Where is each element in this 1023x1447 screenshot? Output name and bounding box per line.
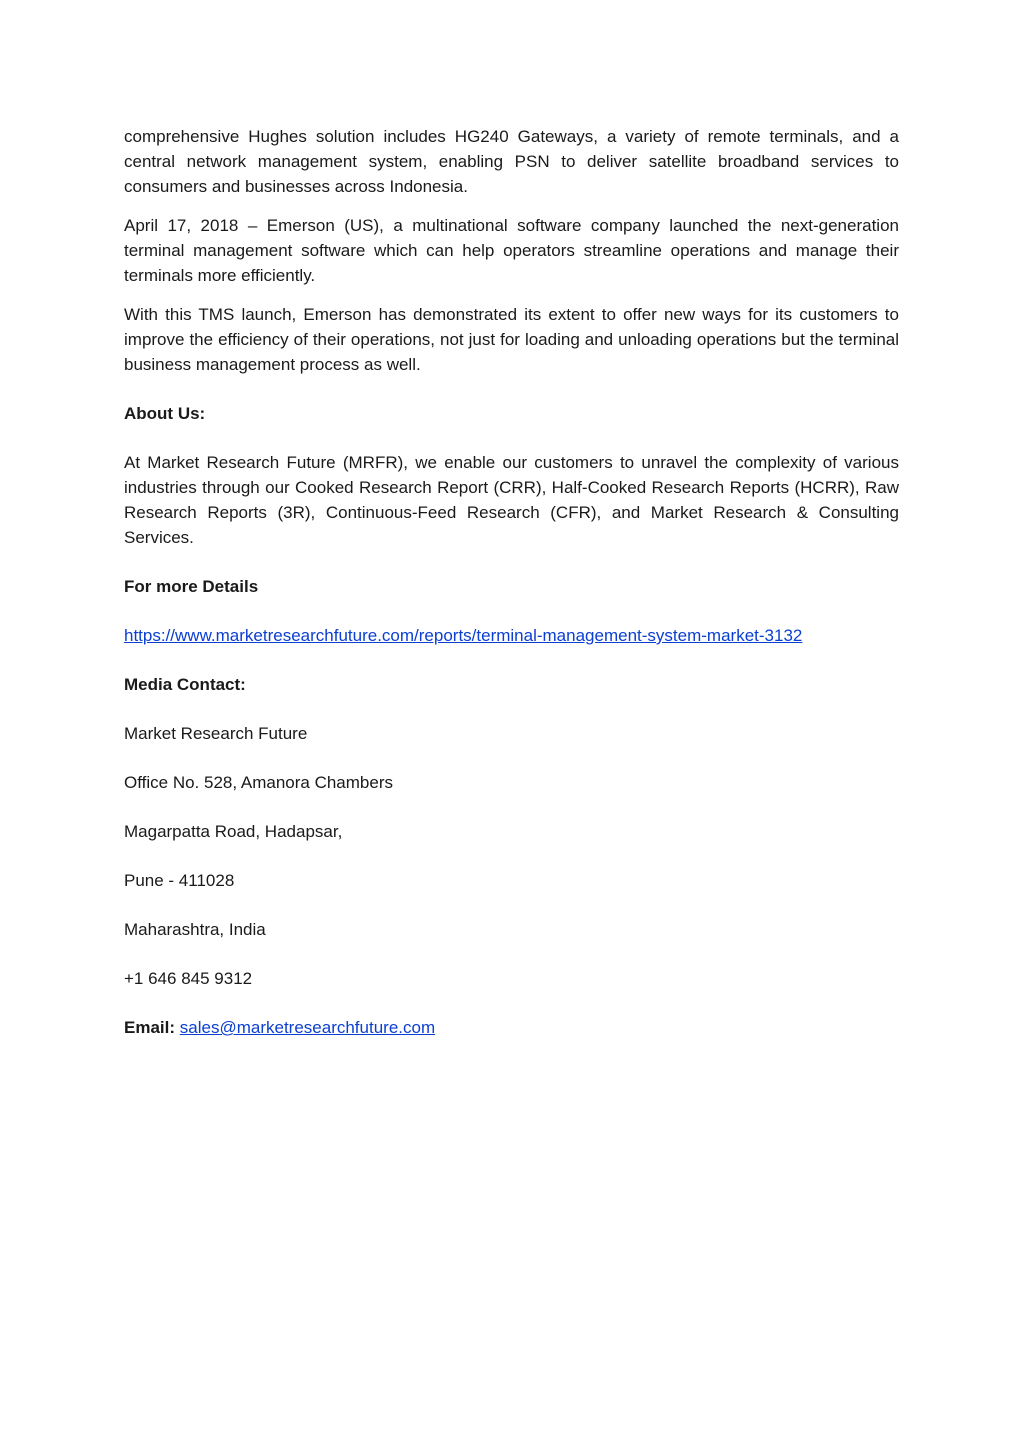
report-link-container <box>124 623 899 648</box>
contact-address-line1: Office No. 528, Amanora Chambers <box>124 773 393 792</box>
contact-city: Pune - 411028 <box>124 871 235 890</box>
paragraph-hughes-solution: comprehensive Hughes solution includes HG240 Gateways, a variety of remote terminals, and a central network management system, enabling PSN to deliver satellite broadband services to consumers and businesses across Indonesia. <box>124 127 899 196</box>
email-label: Email: <box>124 1018 176 1037</box>
media-contact-heading: Media Contact: <box>124 675 246 694</box>
contact-company: Market Research Future <box>124 724 308 743</box>
paragraph-tms-launch: With this TMS launch, Emerson has demonstrated its extent to offer new ways for its customers to improve the efficiency of their operations, not just for loading and unloading operations but the terminal business management process as well. <box>124 305 899 374</box>
contact-email-line <box>124 1015 899 1040</box>
email-link[interactable]: sales@marketresearchfuture.com <box>179 1018 436 1037</box>
document-page <box>124 124 899 1040</box>
contact-state: Maharashtra, India <box>124 920 266 939</box>
report-link[interactable]: https://www.marketresearchfuture.com/reports/terminal-management-system-market-3132 <box>124 626 803 645</box>
paragraph-emerson-launch: April 17, 2018 – Emerson (US), a multinational software company launched the next-generation terminal management software which can help operators streamline operations and manage their terminals more efficiently. <box>124 216 899 285</box>
contact-phone: +1 646 845 9312 <box>124 969 253 988</box>
about-us-heading: About Us: <box>124 404 206 423</box>
contact-address-line2: Magarpatta Road, Hadapsar, <box>124 822 343 841</box>
more-details-heading: For more Details <box>124 577 259 596</box>
about-us-body: At Market Research Future (MRFR), we enable our customers to unravel the complexity of various industries through our Cooked Research Report (CRR), Half-Cooked Research Reports (HCRR), Raw Research Reports (3R), Continuous-Feed Research (CFR), and Market Research & Consulting Services. <box>124 453 899 547</box>
